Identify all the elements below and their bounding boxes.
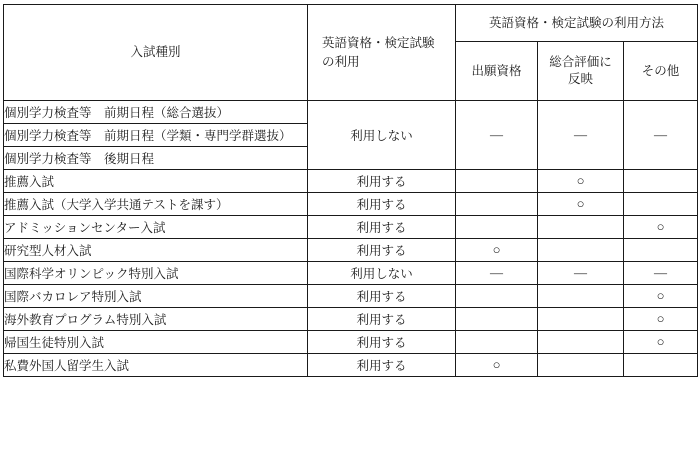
cell-overall-evaluation <box>538 331 624 354</box>
table-row <box>4 101 698 124</box>
column-header-usage-method-group: 英語資格・検定試験の利用方法 <box>456 5 698 42</box>
cell-application-qualification <box>456 170 538 193</box>
cell-admission-type: 個別学力検査等 前期日程（学類・専門学群選抜） <box>4 124 308 147</box>
cell-admission-type: 帰国生徒特別入試 <box>4 331 308 354</box>
table-row <box>4 216 698 239</box>
cell-overall-evaluation: — <box>538 101 624 170</box>
cell-use: 利用する <box>308 216 456 239</box>
header-overall-line1: 総合評価に <box>549 55 612 70</box>
cell-overall-evaluation <box>538 239 624 262</box>
cell-other: — <box>624 262 698 285</box>
cell-other <box>624 170 698 193</box>
table-row <box>4 262 698 285</box>
document-sheet <box>0 4 700 458</box>
cell-use: 利用する <box>308 331 456 354</box>
cell-use: 利用しない <box>308 101 456 170</box>
cell-application-qualification <box>456 331 538 354</box>
header-row-top <box>4 5 698 42</box>
table-row <box>4 239 698 262</box>
cell-overall-evaluation: ○ <box>538 193 624 216</box>
cell-other: ○ <box>624 331 698 354</box>
cell-other: ○ <box>624 285 698 308</box>
cell-application-qualification: — <box>456 101 538 170</box>
cell-admission-type: 個別学力検査等 前期日程（総合選抜） <box>4 101 308 124</box>
cell-overall-evaluation <box>538 308 624 331</box>
table-row <box>4 170 698 193</box>
cell-application-qualification: ○ <box>456 239 538 262</box>
header-overall-line2: 反映 <box>567 72 593 87</box>
cell-use: 利用する <box>308 170 456 193</box>
column-header-english-qualification-use <box>308 5 456 101</box>
cell-overall-evaluation <box>538 285 624 308</box>
table-body <box>4 101 698 377</box>
cell-admission-type: 海外教育プログラム特別入試 <box>4 308 308 331</box>
table-header <box>4 5 698 101</box>
header-use-text <box>308 34 455 70</box>
header-use-line2: の利用 <box>322 54 360 69</box>
cell-admission-type: アドミッションセンター入試 <box>4 216 308 239</box>
cell-overall-evaluation <box>538 216 624 239</box>
cell-overall-evaluation: ○ <box>538 170 624 193</box>
cell-admission-type: 国際科学オリンピック特別入試 <box>4 262 308 285</box>
column-header-admission-type: 入試種別 <box>4 5 308 101</box>
cell-use: 利用する <box>308 285 456 308</box>
cell-other <box>624 354 698 377</box>
cell-application-qualification <box>456 285 538 308</box>
cell-use: 利用する <box>308 239 456 262</box>
column-header-application-qualification: 出願資格 <box>456 42 538 101</box>
cell-admission-type: 国際バカロレア特別入試 <box>4 285 308 308</box>
cell-other: ○ <box>624 308 698 331</box>
cell-application-qualification <box>456 216 538 239</box>
cell-other: ○ <box>624 216 698 239</box>
cell-overall-evaluation: — <box>538 262 624 285</box>
cell-admission-type: 研究型人材入試 <box>4 239 308 262</box>
header-use-line1: 英語資格・検定試験 <box>322 36 435 51</box>
cell-use: 利用しない <box>308 262 456 285</box>
cell-admission-type: 推薦入試 <box>4 170 308 193</box>
cell-application-qualification <box>456 193 538 216</box>
cell-application-qualification: ○ <box>456 354 538 377</box>
column-header-overall-evaluation <box>538 42 624 101</box>
cell-other <box>624 239 698 262</box>
admissions-table <box>3 4 698 377</box>
cell-application-qualification: — <box>456 262 538 285</box>
cell-admission-type: 推薦入試（大学入学共通テストを課す） <box>4 193 308 216</box>
cell-application-qualification <box>456 308 538 331</box>
cell-other: — <box>624 101 698 170</box>
cell-other <box>624 193 698 216</box>
cell-use: 利用する <box>308 308 456 331</box>
column-header-other: その他 <box>624 42 698 101</box>
cell-use: 利用する <box>308 193 456 216</box>
table-row <box>4 354 698 377</box>
cell-admission-type: 私費外国人留学生入試 <box>4 354 308 377</box>
cell-use: 利用する <box>308 354 456 377</box>
table-row <box>4 331 698 354</box>
table-row <box>4 193 698 216</box>
cell-admission-type: 個別学力検査等 後期日程 <box>4 147 308 170</box>
cell-overall-evaluation <box>538 354 624 377</box>
table-row <box>4 308 698 331</box>
table-row <box>4 285 698 308</box>
